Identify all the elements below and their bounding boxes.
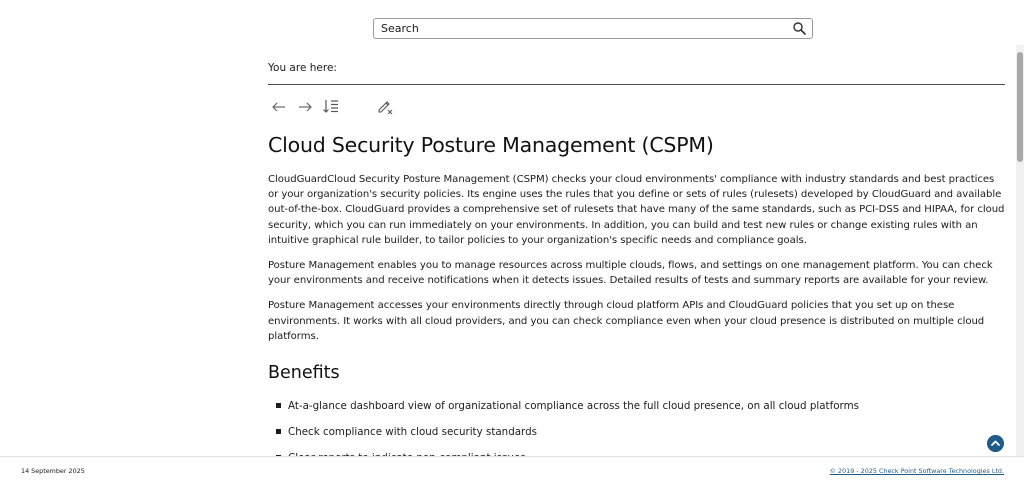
intro-paragraph: CloudGuardCloud Security Posture Management (CSPM) checks your cloud environments' compliance with industry standards and best practices or your organization's security policies. Its engine uses the rules that you define or sets of rules (rulesets) developed by CloudGuard and available out-of-the-box. CloudGuard provides a comprehensive set of rulesets that have many of the same standards, such as PCI-DSS and HIPAA, for cloud security, which you can run immediately on your environments. In addition, you can build and test new rules or change existing rules with an intuitive graphical rule builder, to tailor policies to your organization's specific needs and compliance goals. xyxy=(268,174,1005,246)
paragraph-access: Posture Management accesses your environments directly through cloud platform APIs and CloudGuard policies that you set up on these environments. It works with all cloud providers, and you can check compliance even when your cloud presence is distributed on multiple cloud platforms. xyxy=(268,300,985,342)
bullet-icon xyxy=(276,429,281,434)
sort-list-icon[interactable] xyxy=(322,97,340,115)
arrow-left-icon[interactable] xyxy=(270,97,288,115)
chevron-up-icon[interactable] xyxy=(987,435,1004,452)
search-icon[interactable] xyxy=(792,21,807,36)
topic-content xyxy=(268,131,1005,477)
copyright-link[interactable]: © 2019 - 2025 Check Point Software Technologies Ltd. xyxy=(829,467,1004,475)
arrow-right-icon[interactable] xyxy=(296,97,314,115)
breadcrumb: You are here: xyxy=(268,62,337,74)
footer-date: 14 September 2025 xyxy=(21,467,85,475)
list-item: Check compliance with cloud security standards xyxy=(276,425,1005,439)
search-input[interactable] xyxy=(374,19,784,38)
search-box xyxy=(373,18,813,39)
page-title: Cloud Security Posture Management (CSPM) xyxy=(268,133,714,157)
benefits-heading: Benefits xyxy=(268,363,340,384)
topic-toolbar xyxy=(268,97,408,117)
edit-clear-icon[interactable] xyxy=(376,97,394,115)
bullet-icon xyxy=(276,403,281,408)
scrollbar-thumb[interactable] xyxy=(1017,52,1023,162)
breadcrumb-divider xyxy=(268,84,1005,85)
list-item: At-a-glance dashboard view of organizational compliance across the full cloud presence, on all cloud platforms xyxy=(276,399,1005,413)
paragraph-manage: Posture Management enables you to manage resources across multiple clouds, flows, and settings on one management platform. You can check your environments and receive notifications when it detects issues. Detailed results of tests and summary reports are available for your review. xyxy=(268,260,993,287)
page-footer xyxy=(0,456,1024,485)
